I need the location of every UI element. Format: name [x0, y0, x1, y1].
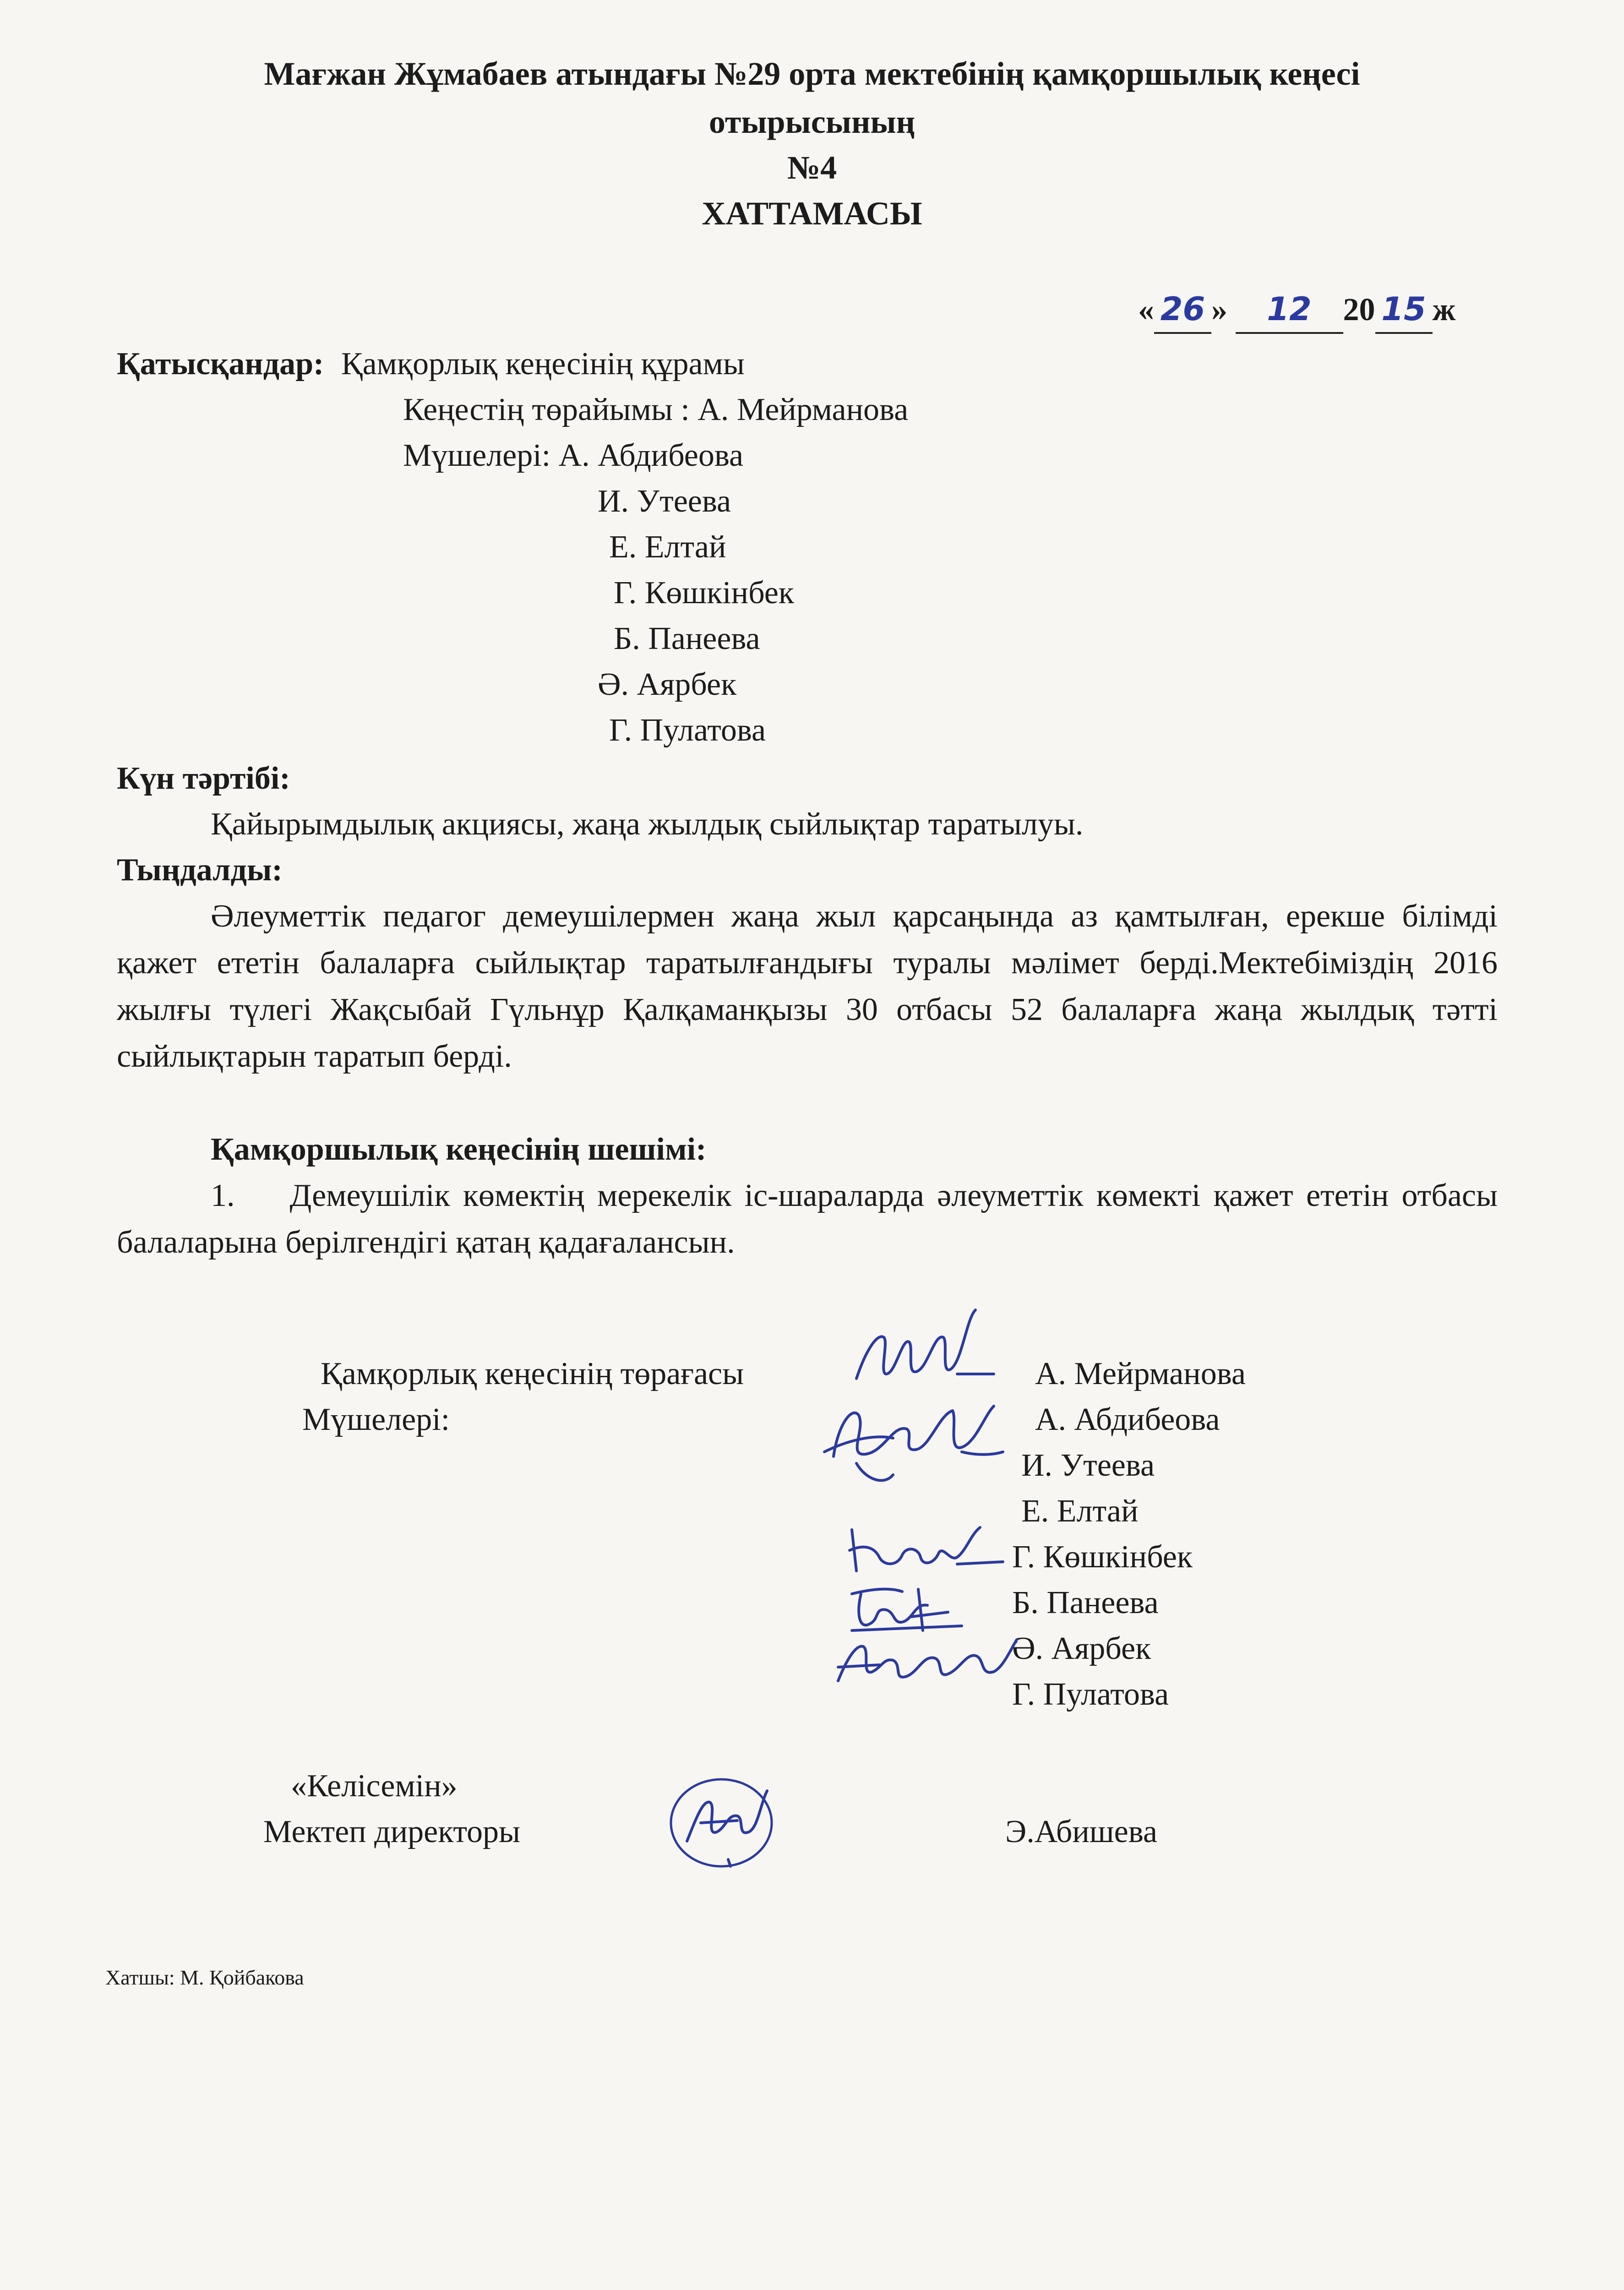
decision-label: Қамқоршылық кеңесінің шешімі:	[211, 1132, 707, 1167]
council-member: Г. Пулатова	[609, 713, 766, 748]
director-title: Мектеп директоры	[263, 1814, 521, 1849]
participants-label: Қатысқандар:	[117, 346, 324, 382]
chair-signature	[852, 1305, 998, 1392]
council-member: Г. Көшкінбек	[614, 575, 794, 611]
agenda-text: Қайырымдылық акциясы, жаңа жылдық сыйлықтар таратылуы.	[211, 807, 1084, 842]
document-date: « 26 » 12 20 15 ж	[1138, 286, 1455, 334]
council-member: И. Утеева	[598, 484, 731, 519]
approval-agree: «Келісемін»	[291, 1768, 458, 1804]
decision-item-number: 1.	[211, 1178, 235, 1213]
participants-line	[117, 341, 745, 387]
agenda-label: Күн тәртібі:	[117, 761, 290, 796]
chair-title: Қамқорлық кеңесінің төрағасы	[321, 1356, 744, 1391]
document-title: ХАТТАМАСЫ	[702, 195, 922, 232]
member-signature-4	[829, 1630, 1021, 1690]
signature-member-name: Г. Көшкінбек	[1012, 1539, 1193, 1575]
council-chair: Кеңестің төрайымы : А. Мейрманова	[403, 392, 909, 427]
chair-name: А. Мейрманова	[1035, 1356, 1246, 1391]
council-member: Ә. Аярбек	[598, 667, 737, 702]
signature-member-name: Ә. Аярбек	[1012, 1631, 1151, 1666]
council-members-label: Мүшелері: А. Абдибеова	[403, 438, 744, 473]
director-name: Э.Абишева	[1005, 1814, 1157, 1849]
heard-label: Тыңдалды:	[117, 852, 283, 888]
signature-member-name: Е. Елтай	[1021, 1494, 1139, 1529]
signature-member-name: Б. Панеева	[1012, 1585, 1159, 1620]
signatures-members-label: Мүшелері:	[302, 1402, 450, 1437]
date-year: 15	[1375, 286, 1433, 334]
date-day: 26	[1154, 286, 1211, 334]
council-member: Б. Панеева	[614, 621, 760, 656]
header-line-3: №4	[787, 149, 837, 186]
signature-member-name: А. Абдибеова	[1035, 1402, 1220, 1437]
header-line-1: Мағжан Жұмабаев атындағы №29 орта мектебінің қамқоршылық кеңесі	[264, 55, 1360, 92]
decision-item-text: Демеушілік көмектің мерекелік іс-шараларда әлеуметтік көмекті қажет ететін отбасы балаларына берілгендігі қатаң қадағалансын.	[117, 1178, 1498, 1260]
participants-heading: Қамқорлық кеңесінің құрамы	[341, 346, 745, 382]
decision-item	[117, 1172, 1498, 1266]
member-signature-2	[843, 1521, 1008, 1580]
date-month: 12	[1236, 286, 1343, 334]
heard-text: Әлеуметтік педагог демеушілермен жаңа жыл қарсаңында аз қамтылған, ерекше білімді қажет ететін балаларға сыйлықтар таратылғандығы туралы мәлімет берді.Мектебіміздің 2016 жылғы түлегі Жақсыбай Гүльнұр Қалқаманқызы 30 отбасы 52 балаларға жаңа жылдық тәтті сыйлықтарын таратып берді.	[117, 899, 1498, 1074]
council-member: Е. Елтай	[609, 529, 726, 565]
member-signature-1	[815, 1388, 1008, 1493]
secretary-line: Хатшы: М. Қойбакова	[105, 1966, 304, 1989]
director-signature	[659, 1772, 788, 1878]
signature-member-name: И. Утеева	[1021, 1448, 1155, 1483]
signature-member-name: Г. Пулатова	[1012, 1677, 1169, 1712]
header-line-2: отырысының	[708, 104, 916, 140]
